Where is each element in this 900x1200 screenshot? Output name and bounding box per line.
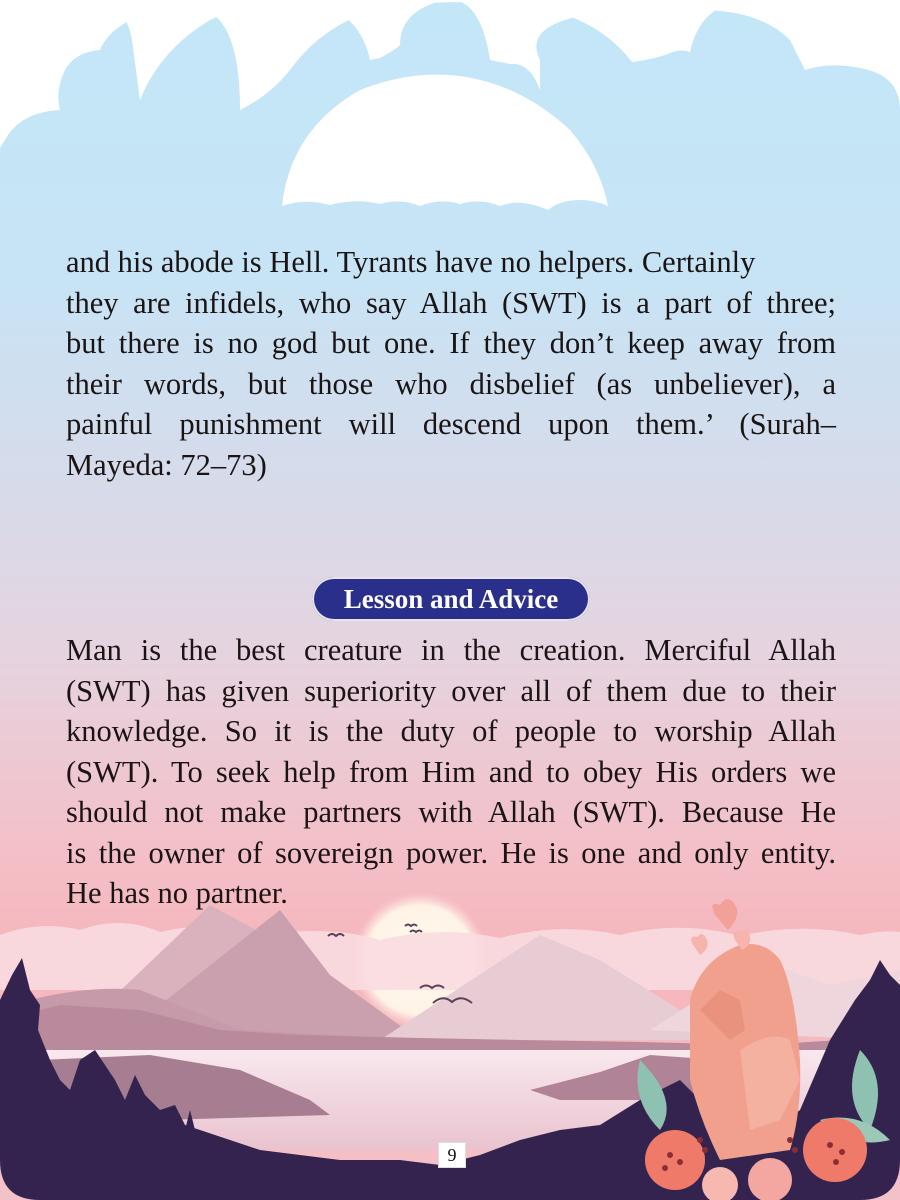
text-line: Mayeda: 72–73) <box>66 447 267 482</box>
text-line: should not make partners with Allah (SWT). Because He <box>66 795 836 829</box>
text-line: He has no partner. <box>66 876 288 910</box>
text-line: knowledge. So it is the duty of people to worship Allah <box>66 714 836 748</box>
text-line: they are infidels, who say Allah (SWT) is a part of three; <box>66 285 836 320</box>
text-line: is the owner of sovereign power. He is one and only entity. <box>66 835 836 870</box>
text-line: Man is the best creature in the creation. Merciful Allah <box>66 633 836 667</box>
text-line: but there is no god but one. If they don’t keep away from <box>66 326 836 360</box>
text-line: painful punishment will descend upon them.’ (Surah– <box>66 407 836 441</box>
page-number: 9 <box>438 1142 466 1168</box>
text-line: (SWT). To seek help from Him and to obey His orders we <box>66 754 836 789</box>
section-heading: Lesson and Advice <box>343 583 559 614</box>
text-line: (SWT) has given superiority over all of them due to their <box>66 673 836 708</box>
text-line: their words, but those who disbelief (as unbeliever), a <box>66 366 836 401</box>
body-paragraph-quote <box>66 242 836 485</box>
section-heading-pill <box>312 577 590 621</box>
body-paragraph-lesson <box>66 630 836 914</box>
text-line: and his abode is Hell. Tyrants have no helpers. Certainly <box>66 245 756 279</box>
